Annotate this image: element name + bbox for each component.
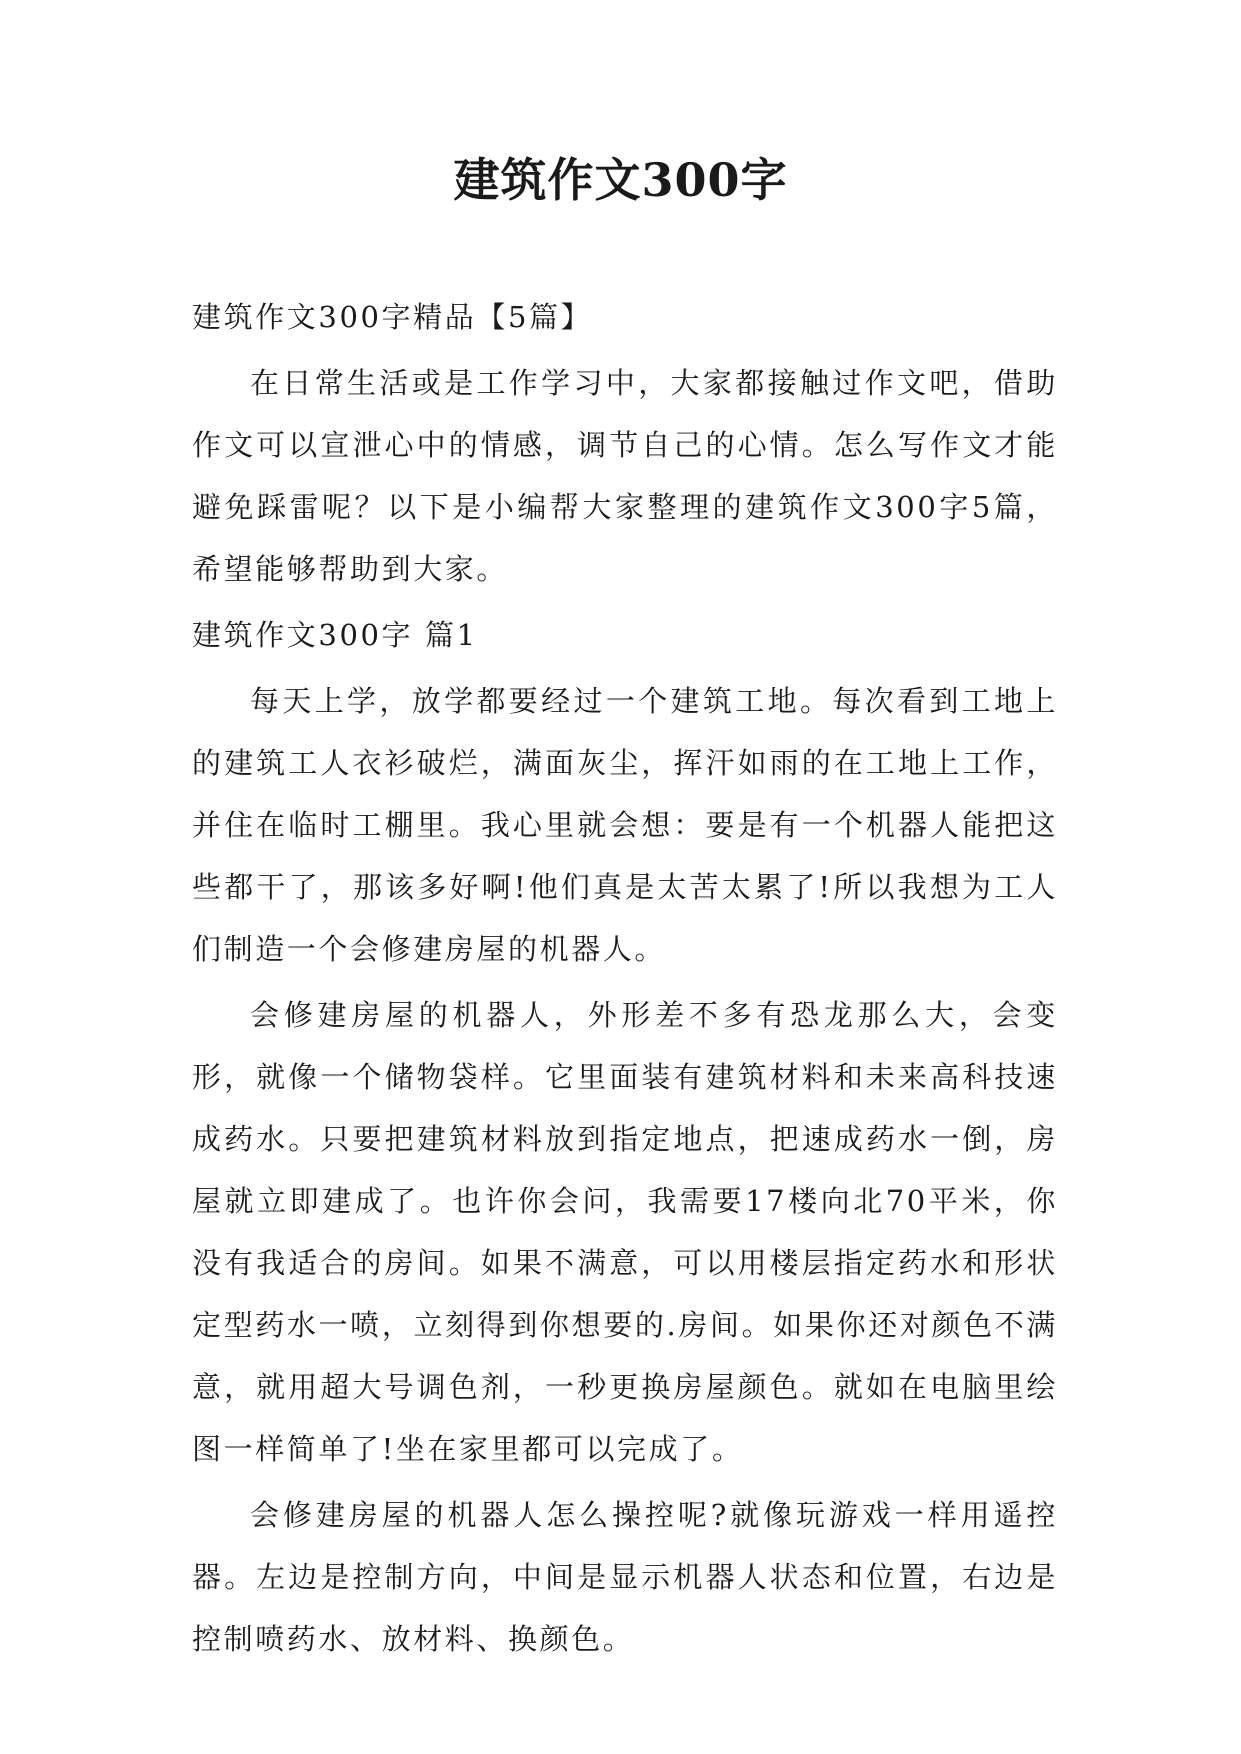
body-paragraph: 会修建房屋的机器人，外形差不多有恐龙那么大，会变形，就像一个储物袋样。它里面装有建筑材料和未来高科技速成药水。只要把建筑材料放到指定地点，把速成药水一倒，房屋就立即建成了。也许你会问，我需要17楼向北70平米，你没有我适合的房间。如果不满意，可以用楼层指定药水和形状定型药水一喷，立刻得到你想要的.房间。如果你还对颜色不满意，就用超大号调色剂，一秒更换房屋颜色。就如在电脑里绘图一样简单了!坐在家里都可以完成了。	[192, 998, 1058, 1466]
intro-paragraph: 在日常生活或是工作学习中，大家都接触过作文吧，借助作文可以宣泄心中的情感，调节自己的心情。怎么写作文才能避免踩雷呢？以下是小编帮大家整理的建筑作文300字5篇，希望能够帮助到大家。	[192, 366, 1058, 586]
document-body	[192, 286, 1058, 1674]
document-subtitle: 建筑作文300字精品【5篇】	[192, 300, 593, 334]
body-paragraph: 会修建房屋的机器人怎么操控呢?就像玩游戏一样用遥控器。左边是控制方向，中间是显示机器人状态和位置，右边是控制喷药水、放材料、换颜色。	[192, 1498, 1058, 1656]
body-paragraph: 每天上学，放学都要经过一个建筑工地。每次看到工地上的建筑工人衣衫破烂，满面灰尘，挥汗如雨的在工地上工作，并住在临时工棚里。我心里就会想：要是有一个机器人能把这些都干了，那该多好啊!他们真是太苦太累了!所以我想为工人们制造一个会修建房屋的机器人。	[192, 684, 1058, 966]
page-title: 建筑作文300字	[453, 153, 788, 207]
section-heading: 建筑作文300字 篇1	[192, 618, 478, 652]
